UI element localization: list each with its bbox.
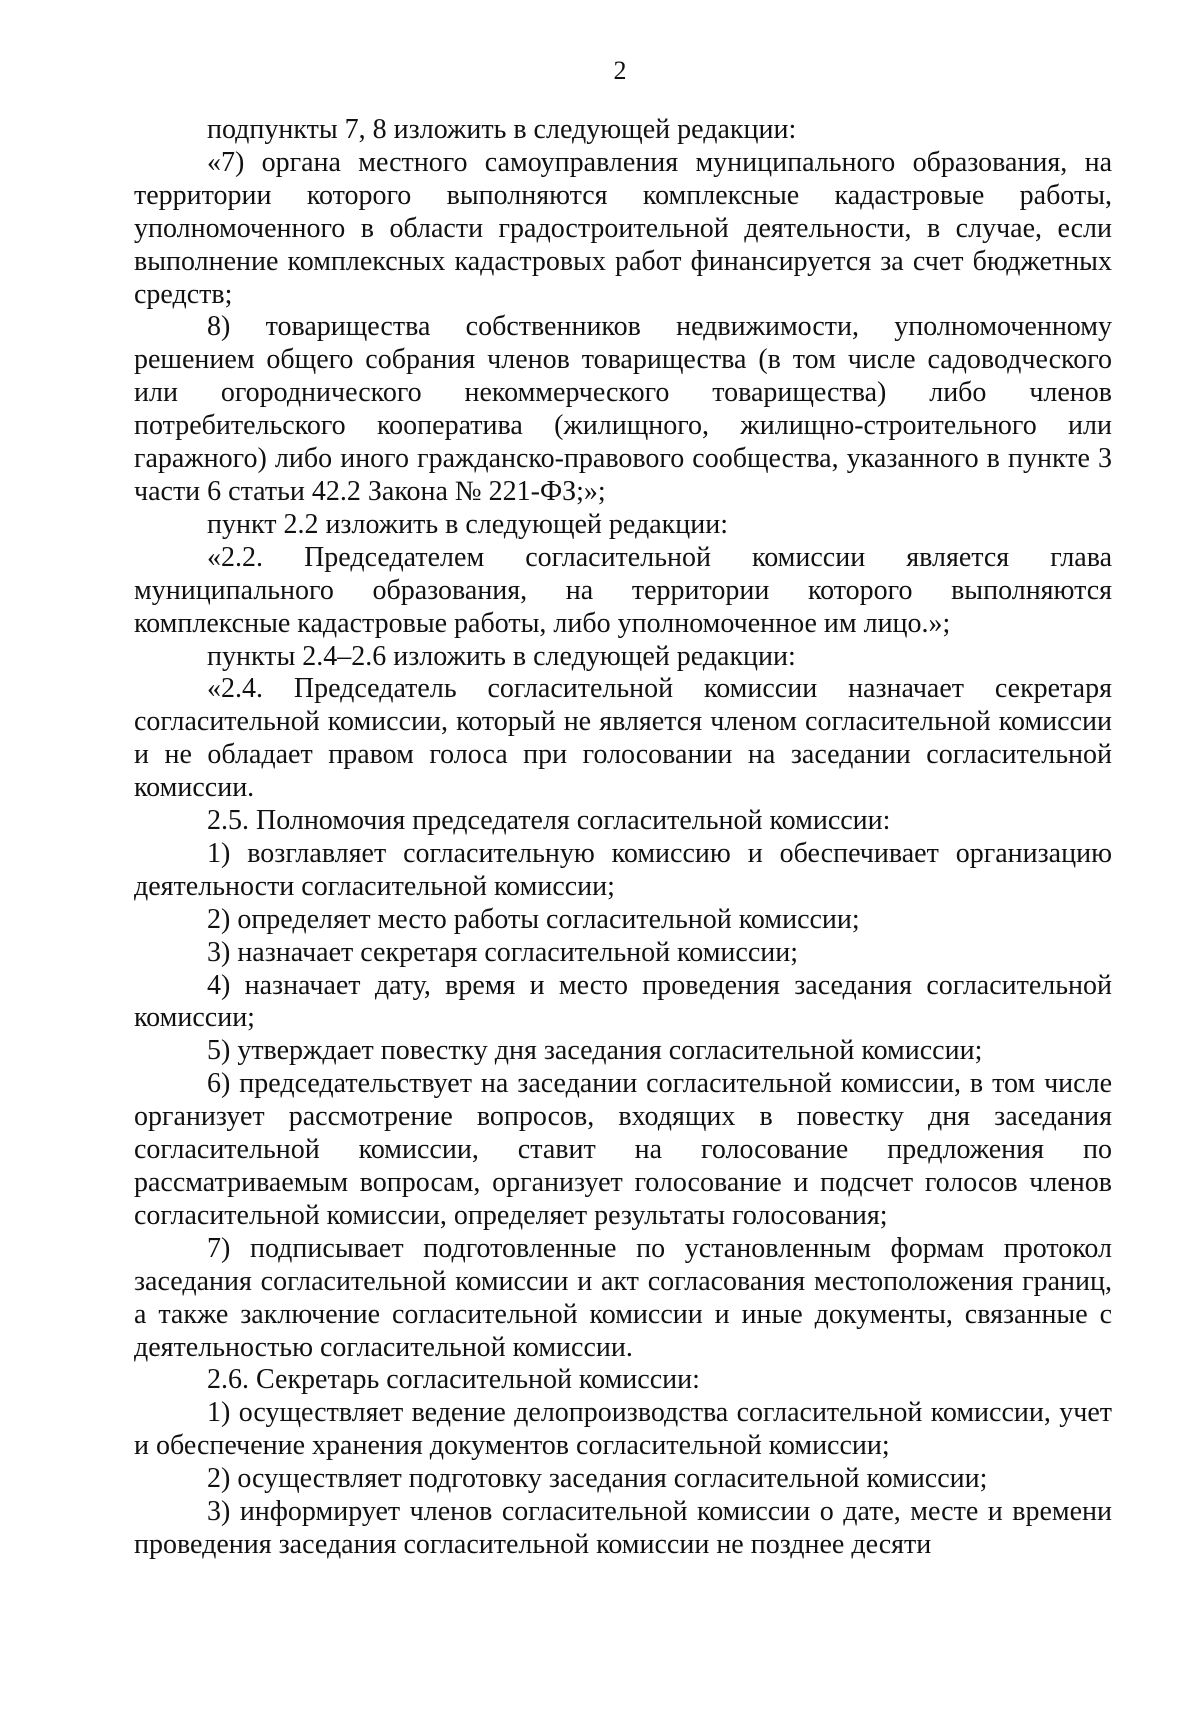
paragraph: 3) назначает секретаря согласительной комиссии; [207,936,799,968]
paragraph: пункты 2.4–2.6 изложить в следующей редакции: [207,640,796,672]
paragraph: 4) назначает дату, время и место проведения заседания согласительной комиссии; [134,969,1112,1034]
paragraph: 2.6. Секретарь согласительной комиссии: [207,1364,700,1396]
paragraph: «2.4. Председатель согласительной комиссии назначает секретаря согласительной комиссии, который не является членом согласительной комиссии и не обладает правом голоса при голосовании на заседании согласительной комиссии. [134,673,1112,804]
paragraph: 1) осуществляет ведение делопроизводства согласительной комиссии, учет и обеспечение хранения документов согласительной комиссии; [134,1397,1112,1462]
paragraph: «7) органа местного самоуправления муниципального образования, на территории которого выполняются комплексные кадастровые работы, уполномоченного в области градостроительной деятельности, в случае, если выполнение комплексных кадастровых работ финансируется за счет бюджетных средств; [134,146,1112,310]
document-body [134,114,1112,1562]
paragraph: 2) осуществляет подготовку заседания согласительной комиссии; [207,1463,988,1495]
paragraph: 2) определяет место работы согласительной комиссии; [207,903,860,935]
paragraph: 5) утверждает повестку дня заседания согласительной комиссии; [207,1035,983,1067]
paragraph: 7) подписывает подготовленные по установленным формам протокол заседания согласительной комиссии и акт согласования местоположения границ, а также заключение согласительной комиссии и иные документы, связанные с деятельностью согласительной комиссии. [134,1232,1112,1363]
page-number: 2 [613,56,627,85]
paragraph: пункт 2.2 изложить в следующей редакции: [207,508,728,540]
paragraph: 3) информирует членов согласительной комиссии о дате, месте и времени проведения заседания согласительной комиссии не позднее десяти [134,1496,1112,1560]
paragraph: «2.2. Председателем согласительной комиссии является глава муниципального образования, на территории которого выполняются комплексные кадастровые работы, либо уполномоченное им лицо.»; [134,541,1112,639]
paragraph: 6) председательствует на заседании согласительной комиссии, в том числе организует рассмотрение вопросов, входящих в повестку дня заседания согласительной комиссии, ставит на голосование предложения по рассматриваемым вопросам, организует голосование и подсчет голосов членов согласительной комиссии, определяет результаты голосования; [134,1068,1112,1231]
paragraph: 8) товарищества собственников недвижимости, уполномоченному решением общего собрания членов товарищества (в том числе садоводческого или огороднического некоммерческого товарищества) либо членов потребительского кооператива (жилищного, жилищно-строительного или гаражного) либо иного гражданско-правового сообщества, указанного в пункте 3 части 6 статьи 42.2 Закона № 221-ФЗ;»; [134,311,1112,507]
paragraph: 2.5. Полномочия председателя согласительной комиссии: [207,805,891,837]
paragraph: подпункты 7, 8 изложить в следующей редакции: [207,114,797,145]
paragraph: 1) возглавляет согласительную комиссию и обеспечивает организацию деятельности согласительной комиссии; [134,837,1112,902]
